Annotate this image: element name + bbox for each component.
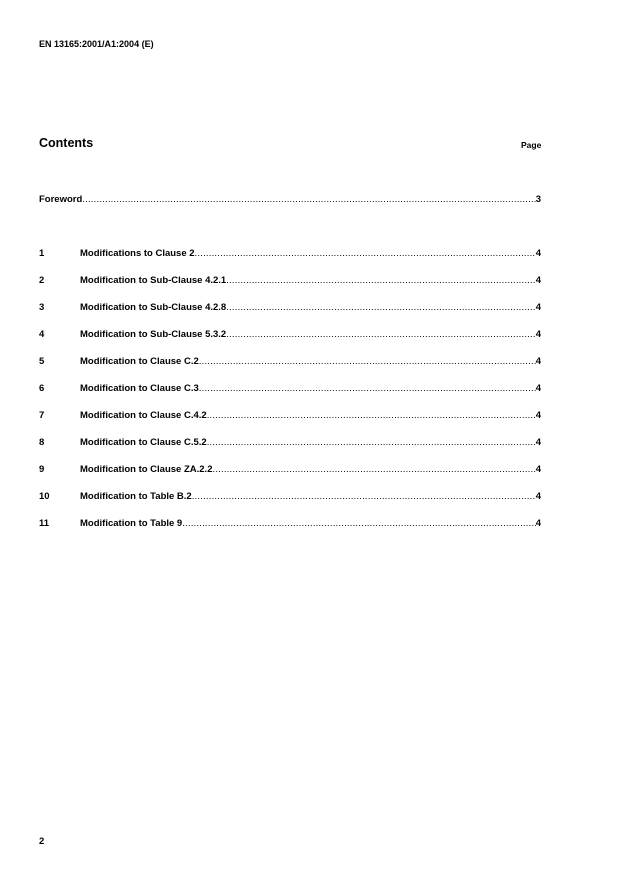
toc-entry-number: 11 [39, 518, 50, 529]
toc-entry-title: Modification to Clause C.4.2 [80, 410, 207, 421]
toc-entry-page: 4 [535, 275, 541, 286]
toc-entry-page: 4 [535, 329, 541, 340]
toc-entry[interactable] [39, 518, 541, 530]
toc-entry-page: 4 [535, 356, 541, 367]
toc-entry-number: 1 [39, 248, 45, 259]
toc-entry-number: 7 [39, 410, 45, 421]
toc-entry-page: 4 [535, 437, 541, 448]
toc-leader-dots [207, 437, 536, 448]
toc-leader-dots [207, 410, 536, 421]
toc-leader-dots [199, 356, 536, 367]
toc-entry[interactable] [39, 275, 541, 287]
toc-entry[interactable] [39, 491, 541, 503]
toc-leader-dots [199, 383, 536, 394]
toc-entry[interactable] [39, 437, 541, 449]
toc-entry-title: Modification to Table 9 [80, 518, 183, 529]
toc-entry[interactable] [39, 383, 541, 395]
toc-entry-page: 3 [535, 194, 541, 205]
toc-leader-dots [226, 275, 535, 286]
toc-entry-number: 5 [39, 356, 45, 367]
toc-entry-page: 4 [535, 302, 541, 313]
toc-leader-dots [195, 248, 536, 259]
toc-entry-title: Modification to Sub-Clause 4.2.1 [80, 275, 227, 286]
toc-entry[interactable] [39, 248, 541, 260]
toc-entry-title: Modifications to Clause 2 [80, 248, 195, 259]
toc-leader-dots [226, 302, 535, 313]
toc-entry-number: 9 [39, 464, 45, 475]
toc-leader-dots [182, 518, 535, 529]
toc-entry[interactable] [39, 329, 541, 341]
page-column-label: Page [521, 140, 542, 150]
toc-entry-title: Modification to Sub-Clause 4.2.8 [80, 302, 227, 313]
toc-leader-dots [226, 329, 535, 340]
toc-entry-title: Modification to Clause C.5.2 [80, 437, 207, 448]
toc-entry[interactable] [39, 356, 541, 368]
toc-entry-page: 4 [535, 518, 541, 529]
toc-leader-dots [192, 491, 536, 502]
toc-entry-number: 10 [39, 491, 50, 502]
toc-entry[interactable] [39, 464, 541, 476]
toc-entry-foreword[interactable] [39, 194, 541, 206]
toc-leader-dots [82, 194, 535, 205]
toc-entry-number: 3 [39, 302, 45, 313]
toc-entry-title: Modification to Clause C.2 [80, 356, 199, 367]
toc-entry-number: 2 [39, 275, 45, 286]
toc-entry-number: 4 [39, 329, 45, 340]
toc-entry-number: 6 [39, 383, 45, 394]
toc-entry[interactable] [39, 410, 541, 422]
toc-entry-title: Foreword [39, 194, 83, 205]
toc-entry-number: 8 [39, 437, 45, 448]
page-number: 2 [39, 836, 45, 847]
toc-entry-title: Modification to Table B.2 [80, 491, 192, 502]
toc-entry-page: 4 [535, 410, 541, 421]
toc-leader-dots [213, 464, 536, 475]
toc-entry-page: 4 [535, 248, 541, 259]
toc-entry-page: 4 [535, 464, 541, 475]
toc-entry-page: 4 [535, 383, 541, 394]
toc-entry[interactable] [39, 302, 541, 314]
toc-entry-page: 4 [535, 491, 541, 502]
toc-entry-title: Modification to Clause ZA.2.2 [80, 464, 213, 475]
document-header: EN 13165:2001/A1:2004 (E) [39, 39, 154, 49]
contents-title: Contents [39, 136, 94, 150]
toc-entry-title: Modification to Sub-Clause 5.3.2 [80, 329, 227, 340]
toc-entry-title: Modification to Clause C.3 [80, 383, 199, 394]
